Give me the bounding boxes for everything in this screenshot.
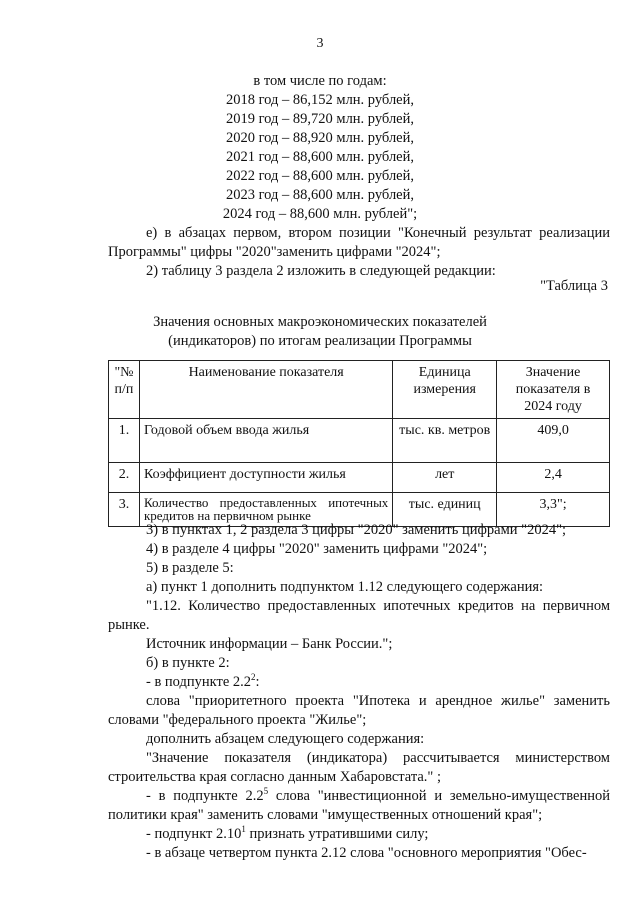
year-line: 2024 год – 88,600 млн. рублей"; [222, 206, 418, 222]
subitem-text: слова "инвестиционной и земельно-имущественной политики края" заменить словами "имущественных отношений края"; [108, 788, 610, 823]
row-indicator: Годовой объем ввода жилья [139, 419, 392, 463]
by-years-intro: в том числе по годам: [253, 73, 387, 89]
indicators-table [108, 360, 610, 527]
superscript: 5 [263, 786, 269, 797]
page-number: 3 [316, 36, 324, 51]
paragraph-5: 5) в разделе 5: [146, 560, 234, 576]
table-title-line-1: Значения основных макроэкономических показателей [153, 314, 487, 330]
paragraph-4: 4) в разделе 4 цифры "2020" заменить цифрами "2024"; [146, 541, 488, 557]
row-number: 3. [109, 493, 140, 527]
row-unit: лет [393, 463, 497, 493]
header-number: "№ п/п [109, 361, 140, 419]
table-label: "Таблица 3 [540, 278, 608, 294]
row-number: 2. [109, 463, 140, 493]
paragraph-b: б) в пункте 2: [146, 655, 230, 671]
paragraph-e: е) в абзацах первом, втором позиции "Конечный результат реализации Программы" цифры "2020"заменить цифрами "2024"; [108, 225, 610, 260]
subitem-2-2-2 [108, 673, 610, 692]
header-name: Наименование показателя [139, 361, 392, 419]
year-line: 2023 год – 88,600 млн. рублей, [225, 187, 415, 203]
year-line: 2018 год – 86,152 млн. рублей, [225, 92, 415, 108]
subitem-text: - в подпункте 2.2 [146, 674, 252, 690]
row-value: 2,4 [497, 463, 610, 493]
header-value: Значение показателя в 2024 году [497, 361, 610, 419]
paragraph-source: Источник информации – Банк России."; [146, 636, 393, 652]
subitem-text: признать утратившими силу; [245, 826, 429, 842]
table-header-row [109, 361, 610, 419]
year-line: 2020 год – 88,920 млн. рублей, [225, 130, 415, 146]
table-row [109, 463, 610, 493]
row-number: 1. [109, 419, 140, 463]
paragraph-3: 3) в пунктах 1, 2 раздела 3 цифры "2020" заменить цифрами "2024"; [146, 522, 567, 538]
subitem-2-10 [108, 825, 610, 844]
paragraph-2: 2) таблицу 3 раздела 2 изложить в следующей редакции: [146, 263, 496, 279]
header-unit: Единица измерения [393, 361, 497, 419]
year-line: 2021 год – 88,600 млн. рублей, [225, 149, 415, 165]
paragraph-last: - в абзаце четвертом пункта 2.12 слова "основного мероприятия "Обес- [146, 845, 587, 861]
table-title-line-2: (индикаторов) по итогам реализации Программы [168, 333, 472, 349]
row-indicator: Коэффициент доступности жилья [139, 463, 392, 493]
row-value: 409,0 [497, 419, 610, 463]
superscript: 2 [251, 672, 256, 683]
year-line: 2019 год – 89,720 млн. рублей, [225, 111, 415, 127]
row-indicator: Количество предоставленных ипотечных кредитов на первичном рынке [139, 493, 392, 527]
paragraph-1-12: "1.12. Количество предоставленных ипотечных кредитов на первичном рынке. [108, 598, 610, 633]
row-value: 3,3"; [497, 493, 610, 527]
paragraph-a: а) пункт 1 дополнить подпунктом 1.12 следующего содержания: [146, 579, 544, 595]
subitem-text: - в подпункте 2.2 [146, 788, 264, 804]
row-unit: тыс. кв. метров [393, 419, 497, 463]
paragraph-words: слова "приоритетного проекта "Ипотека и арендное жилье" заменить словами "федерального проекта "Жилье"; [108, 693, 610, 728]
superscript: 1 [241, 824, 246, 835]
subitem-text: - подпункт 2.10 [146, 826, 242, 842]
row-unit: тыс. единиц [393, 493, 497, 527]
table-row [109, 419, 610, 463]
subitem-2-2-5 [108, 787, 610, 825]
paragraph-add: дополнить абзацем следующего содержания: [146, 731, 425, 747]
year-line: 2022 год – 88,600 млн. рублей, [225, 168, 415, 184]
subitem-text: : [255, 674, 260, 690]
paragraph-value: "Значение показателя (индикатора) рассчитывается министерством строительства края согласно данным Хабаровстата." ; [108, 750, 610, 785]
